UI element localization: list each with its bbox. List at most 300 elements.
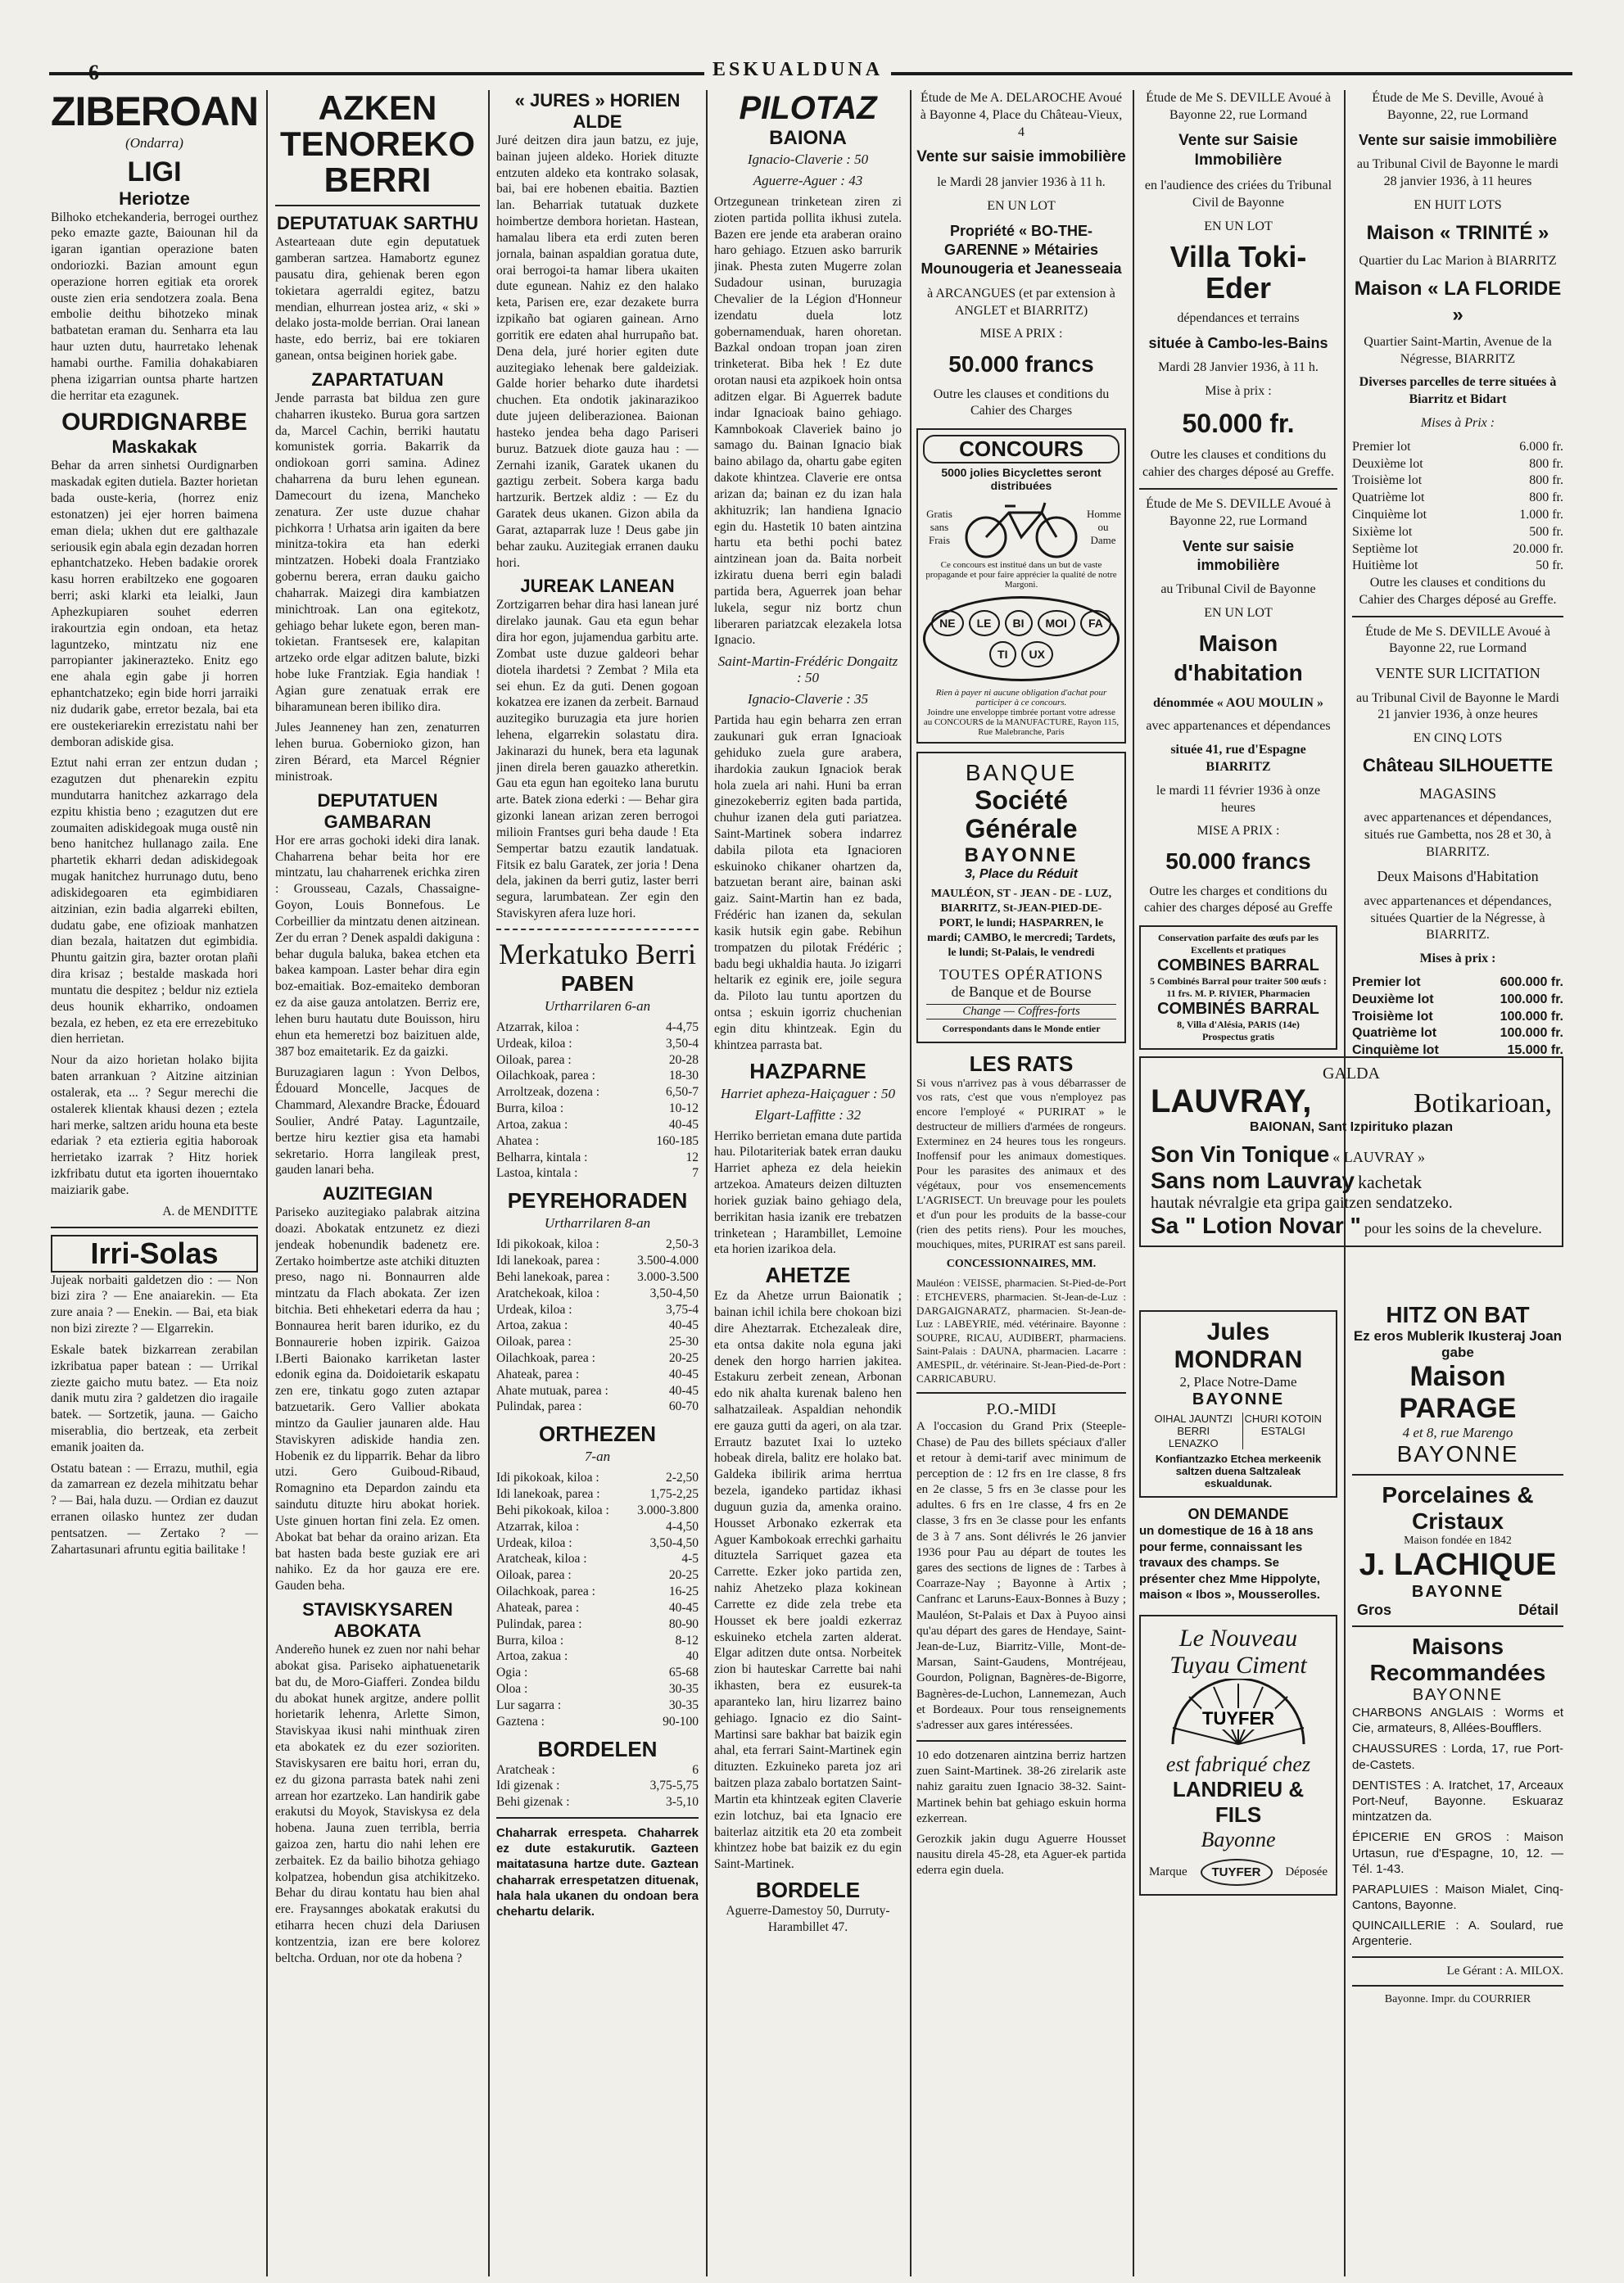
lot-label: Quatrième lot [1352, 1026, 1437, 1041]
column-jures-merkatuak [496, 90, 699, 2276]
lot-label: Premier lot [1352, 975, 1421, 990]
lot-row [1352, 456, 1563, 473]
bicycle-icon [960, 495, 1083, 560]
item-label: Idi pikokoak, kiloa : [496, 1237, 599, 1252]
lot-price: 100.000 fr. [1500, 1026, 1563, 1041]
market-title: PABEN [560, 970, 635, 996]
parage-city: BAYONNE [1396, 1441, 1519, 1467]
article-text: Pariseko auzitegiako palabrak aitzina doazi. Abokatak entzunetz ez diezi jendeak hobenundik badenetz ere. Zertako hoimbertze aste atchiki dituzten preso, nago ni. Bonnaurren alde mintzatu da Flach abokata. Zer izen bitchia. Beti ehheketari ederra da hau ; Bonnaurea herit baren iduriko, ez du Bonnaurerie hoben izpirik. Gaizoa I.Berti Baionako karriketan laster edonik egina da. Doidoietarik eskapatu zen ere, tinkatu gogo zuten aztapar batzuetarik. Gero Vallier abokata mintzo da Gaulier jaunaren alde. Hau Staviskyren adiskide handia zen. Hobenik ez du lipparrik. Behar da libro utzi. Gero Guiboud-Ribaud, Romagnino eta Depardon zaindu eta saindutu dituzte hiru abokat horiek. Uste ginuen hortan fini zela. Ez omen. Abokat bat behar da oraino arizan. Eta bat hasten bada beste guziak ere ari nahiko. Ez da hor gauza ere ere. Gauden beha. [275, 1205, 480, 1594]
item-price: 3.000-3.500 [637, 1269, 699, 1284]
article-text: A l'occasion du Grand Prix (Steeple-Chase) de Pau des billets spéciaux d'aller et retour à demi-tarif avec minimum de perception de : 12 frs en 1re classe, 8 frs en 2e classe, 5 frs en 3e classe pour les adultes. 6 frs en 1re classe, 4 frs en 2e classe, 3 frs en 3e classe pour les enfants de 3 à 7 ans. Sont délivrés le 26 janvier 1936 pour Pau au départ de toutes les gares des sections de lignes de : Tarbes à Coarraze-Nay ; Bayonne à Artix ; Canfranc et Laruns-Eaux-Bonnes à Buzy ; Mauléon, St-Palais et Dax à Puyoo ainsi qu'au départ des gares de Hendaye, Saint-Jean-de-Luz, Biarritz-Ville, Mont-de-Marsan, Saint-Gaudens, Montréjeau, Gourdon, Polignan, Bagnères-de-Bigorre, Bagnères-de-Luchon, Lannemezan, Auch et Bordeaux. Pour tous renseignements s'adresser aux gares intéressées. [916, 1420, 1126, 1732]
concours-side-left: Gratis sans Frais [926, 508, 952, 547]
table-row [496, 1286, 699, 1302]
column-pilotaz [714, 90, 902, 2276]
lot-row [1352, 439, 1563, 456]
combines-box: Conservation parfaite des œufs par les Excellents et pratiques [1157, 932, 1319, 956]
divider [275, 205, 480, 206]
item-label: Behi lanekoak, parea : [496, 1269, 610, 1284]
item-price: 30-35 [668, 1698, 699, 1712]
market-title: ORTHEZEN [539, 1422, 656, 1447]
lot-row [1352, 1025, 1563, 1042]
item-price: 3.000-3.800 [637, 1503, 699, 1517]
puzzle-letter: BI [1005, 610, 1033, 636]
table-row [496, 1253, 699, 1269]
legal-header: Étude de Me S. Deville, Avoué à Bayonne, 22, rue Lormand [1372, 91, 1544, 122]
parage-name: Maison PARAGE [1399, 1361, 1517, 1424]
article-text: Mauléon : VEISSE, pharmacien. St-Pied-de-Port : ETCHEVERS, pharmacien. St-Jean-de-Luz : DARGAIGNARATZ, pharmacien. St-Jean-de-Luz : LABEYRIE, méd. vétérinaire. Bayonne : SOUPRE, RICAU, AUDIBERT, pharmaciens. Saint-Palais : DAUNA, pharmacien. Lacarre : AMESPIL, dr. vétérinaire. St-Jean-Pied-de-Port : CARRICABURU. [916, 1277, 1126, 1385]
subsection-title: DEPUTATUAK SARTHU [276, 213, 479, 234]
table-row [496, 1633, 699, 1649]
lachique-ad [1352, 1482, 1563, 1619]
item-price: 3,50-4 [665, 1036, 699, 1051]
subsection-subtitle: Maskakak [111, 436, 197, 458]
legal-property: Propriété « BO-THE-GARENNE » Métairies Mounougeria et Jeanesseaia [921, 222, 1122, 278]
divider [496, 929, 699, 930]
item-label: Oiloak, parea : [496, 1052, 572, 1067]
divider [1352, 1985, 1563, 1987]
lot-label: Troisième lot [1352, 1009, 1433, 1024]
lot-row [1352, 490, 1563, 507]
item-price: 20-28 [668, 1052, 699, 1067]
puzzle-letter: NE [931, 610, 963, 636]
item-price: 40-45 [668, 1383, 699, 1398]
table-row [496, 1665, 699, 1681]
item-price: 3,50-4,50 [649, 1535, 699, 1550]
parage-address: 4 et 8, rue Marengo [1402, 1425, 1513, 1440]
legal-property: Villa Toki-Eder [1169, 240, 1307, 305]
legal-price-label: Mise à prix : [1205, 383, 1272, 398]
legal-location: à ARCANGUES (et par extension à ANGLET et BIARRITZ) [927, 286, 1115, 318]
item-label: Arroltzeak, dozena : [496, 1085, 600, 1100]
hitz-title: HITZ ON BAT [1386, 1302, 1530, 1327]
score: Saint-Martin-Frédéric Dongaitz : 50 [717, 653, 898, 686]
item-price: 90-100 [663, 1714, 699, 1729]
sans-nom-rest: kachetak [1357, 1172, 1423, 1192]
article-text: Jende parrasta bat bildua zen gure chaharren ikusteko. Burua gora sartzen da, Marcel Cachin, berriki hautatu komunistek gorria. Bakarrik da ondiokoan gorri samina. Adinez chaharrena da buru lehen egunean. Damecourt du izena, Mancheko zenatura. Zer uste duzue chahar pichkorra ! Urhatsa arin igaiten da bere minitza-tokira eta han ederki mintzatzen. Hobeki doala Frantziako gobernu berera, erran dauku gaicho chaharrak. Maizegi dira kambiatzen minichtroak. Lan ona egitekotz, gehiago behar lukete egon, beren man-tokietan. Frantsesek ere, kalapitan artzeko orde elgar aditzen balute, bizki hobe luke Frantziak. Egia handiak ! Agian gure zenatuak errak ere biharamunean beren ibiliko dira. [275, 391, 480, 714]
legal-lot: EN CINQ LOTS [1413, 731, 1503, 746]
divider [916, 1392, 1126, 1394]
item-label: Ahatea : [496, 1133, 540, 1148]
tuyau-depose: Déposée [1285, 1865, 1328, 1878]
legal-dependances: avec appartenances et dépendances [1146, 719, 1331, 734]
legal-price: 50.000 francs [1165, 848, 1311, 875]
lot-label: Deuxième lot [1352, 992, 1434, 1006]
lower-left-ads [1139, 1302, 1337, 1904]
puzzle-letter: LE [969, 610, 1000, 636]
concours-title: CONCOURS [923, 435, 1120, 463]
combines-brand: COMBINÉS BARRAL [1157, 1000, 1319, 1019]
item-label: Urdeak, kiloa : [496, 1036, 572, 1051]
item-price: 2-2,50 [665, 1471, 699, 1485]
legal-location: Quartier du Lac Marion à BIARRITZ [1359, 253, 1557, 268]
table-row [496, 1383, 699, 1399]
lachique-gros: Gros [1357, 1602, 1392, 1618]
divider [496, 1817, 699, 1819]
vin-tonique: Son Vin Tonique [1151, 1142, 1330, 1167]
legal-subtitle: au Tribunal Civil de Bayonne le mardi 28 janvier 1936, à 11 heures [1356, 156, 1559, 188]
bank-operations-2: de Banque et de Bourse [951, 983, 1092, 1000]
bank-correspondants: Correspondants dans le Monde entier [942, 1022, 1101, 1034]
item-label: Behi gizenak : [496, 1795, 570, 1810]
legal-date: le mardi 11 février 1936 à onze heures [1156, 783, 1321, 815]
concours-rien: Rien à payer ni aucune obligation d'achat pour participer à ce concours. [935, 688, 1107, 708]
lot-price: 100.000 fr. [1500, 992, 1563, 1006]
divider [916, 1740, 1126, 1742]
legal-price-label: Mises à prix : [1419, 952, 1496, 966]
lachique-name: J. LACHIQUE [1359, 1548, 1557, 1582]
concours-text: Ce concours est institué dans un but de vaste propagande et pour faire apprécier la qualité de notre Margoni. [925, 560, 1117, 590]
lot-label: Quatrième lot [1352, 491, 1425, 505]
table-row [496, 1165, 699, 1182]
societe-generale-ad [916, 752, 1126, 1042]
market-table-paben [496, 1019, 699, 1182]
legal-location: avec appartenances et dépendances, situés rue Gambetta, nos 28 et 30, à BIARRITZ. [1364, 811, 1552, 859]
lot-list [1352, 974, 1563, 1056]
lot-price: 800 fr. [1529, 473, 1563, 488]
bank-agencies: MAULÉON, ST - JEAN - DE - LUZ, BIARRITZ, St-JEAN-PIED-DE-PORT, le lundi; HASPARREN, le mardi; CAMBO, le mercredi; Tardets, le lundi; St-Palais, le vendredi [927, 887, 1115, 960]
porcelaines-sub: Maison fondée en 1842 [1404, 1535, 1512, 1547]
subsection-title: HAZPARNE [749, 1058, 866, 1083]
item-price: 80-90 [668, 1616, 699, 1631]
lot-row [1352, 541, 1563, 558]
puzzle-letter: TI [989, 641, 1016, 667]
mondran-right: CHURI KOTOIN ESTALGI [1242, 1413, 1323, 1449]
legal-title: Vente sur saisie immobilière [1182, 537, 1295, 573]
demande-title: ON DEMANDE [1187, 1506, 1289, 1522]
recommandees-title: Maisons Recommandées [1369, 1634, 1546, 1685]
concours-count: 5000 jolies Bicyclettes seront distribuées [941, 466, 1102, 493]
item-price: 6 [692, 1762, 699, 1777]
lot-price: 15.000 fr. [1507, 1043, 1563, 1056]
bank-title: BANQUE [965, 760, 1078, 786]
combines-address: 8, Villa d'Alésia, PARIS (14e) [1177, 1019, 1300, 1031]
item-label: Artoa, zakua : [496, 1318, 568, 1333]
legal-property: Château SILHOUETTE [1362, 755, 1554, 776]
item-label: Ahate mutuak, parea : [496, 1383, 608, 1398]
score: Ignacio-Claverie : 50 [747, 151, 869, 167]
legal-dependances: dépendances et terrains [1177, 310, 1300, 325]
legal-price: 50.000 francs [948, 351, 1094, 377]
item-label: Urdeak, kiloa : [496, 1535, 572, 1550]
divider [1352, 1956, 1563, 1958]
parage-ad [1352, 1302, 1563, 1467]
table-row [496, 1519, 699, 1535]
table-row [496, 1600, 699, 1616]
puzzle-letter: UX [1021, 641, 1053, 667]
table-row [496, 1503, 699, 1519]
lot-row [1352, 1009, 1563, 1026]
lot-label: Troisième lot [1352, 473, 1423, 488]
lot-price: 50 fr. [1536, 558, 1563, 573]
demande-ad [1139, 1506, 1337, 1603]
concours-puzzle [923, 596, 1120, 681]
subsection-title: P.O.-MIDI [986, 1400, 1056, 1419]
table-row [496, 1567, 699, 1584]
legal-conditions: Outre les clauses et conditions du Cahier des Charges [933, 387, 1110, 418]
table-row [496, 1302, 699, 1318]
lauvray-name: LAUVRAY, [1151, 1083, 1312, 1119]
legal-conditions: Outre les clauses et conditions du cahier des charges déposé au Greffe. [1142, 448, 1334, 480]
article-text: Si vous n'arrivez pas à vous débarrasser de vos rats, c'est que vous n'employez pas encore l'employé « PURIRAT » le destructeur de milliers d'armées de rongeurs. Exterminez en 24 heures tous les rongeurs. Inoffensif pour les animaux domestiques. Pour les parasites des animaux et des végétaux, pour vos ensemencements L'AGRISECT. Un breuvage pour les poulets et d'un pour les produits de la basse-cour (rien des petits riens). Pour les mouches, mouchiques, mites, PURIRAT est sans pareil. [916, 1077, 1126, 1251]
article-text: Ez da Ahetze urrun Baionatik ; bainan ichil ichila bere chokoan bizi dire Aheztarrak. Etchezaleak dire, eta ontsa dakite nola eguna jaki denek den horgo harrien jakitea. Estakuru zerbeit zenean, Arbonan edo nik ahalta kurenak baleno hen salhatzaileak. Aspaldian nehondik ere gauza gutti da ageri, on ala tzar. Errautz bazutet Ixai lo uzteko hobeak direla, balitz ere holako bat. Galdeka ibilirik arima herrtua bezela, igandeko partidaz ikhasi duguun guzia da, amenka oraino. Housset Arbonako ezkerrak eta Aguer Kambokoak errechki garhaitu dituztela Sarriquet gazea eta Carrette. Ezker joko partida zen, nahiz Ahetzeko plaza kokinean Carrette ez dide zela trebe eta Housset ek bere joaldi ezkerraz eskuineko etchela zarten alderat. Elgar aditzen dute ontsa. Norbeitek zion bi hauteskar Carrette bai nahi ikhasten, bera ez eusurek-ta aparanteko lan, hiru lizarrez baino gehiago. Ignacio ez dio Saint-Martinsi sare bakhar bat baizik egin ahal, eta ferrari Saint-Martinek egin dituzten. Ezkuineko pareta joz ari baitzen plaza zabalo bortatzen Saint-Martin eta khintzeak egiten Claverie ezin lotchuz, bai eta Ignacio ere baiterlaz aitzitik eta 20 eta zombeit khintzez hobe bat baizik ez du egin Saint-Martinek. [714, 1289, 902, 1872]
lot-price: 800 fr. [1529, 456, 1563, 471]
article-text: Nour da aizo horietan holako bijita baten arrankuan ? Aitzine aitzinian ostalerak, eta ... ? Segur merechi die ostalerek klientak khausi dezen ; eztela hari merke, saltzen aridu houna eta beste edariak ? eta eztieria egitia haboroak herrietako izarrak ? Hitz horiek izkfribatu dutut eta igorten ihouerntako maiziarik gabe. [51, 1053, 258, 1197]
article-text: Ortzegunean trinketean ziren zi zioten partida pollita ikhusi zutela. Bazen ere jende eta araberan oraino haro gehiago. Etzuen asko barrurik jinak. Phesta zuten Mugerre zolan Sudadour usinan, buruzagia Chevalier de la Légion d'Honneur izendatu duela lotz gobernamenduak, haren ohoretan. Bazkal ondoan tropan joan ziren trinketerat. Biba hek ! Ez dute orotan nausi eta azpikoek hoin ontsa aditzen elgar. Bi Aguerrek badute indar Ignacioak baino gehiago. Kamnbokoak Claveriek baino jo samago du. Bainan Ignacio biak baino abilago da, ohartu gabe egiten dakote khintzea. Claverie ere ontsa arizan da; bainan ez du izan hala akhituzrik; lan handiena Ignacio egin du. Hastetik 10 baten aintzina hartu eta bethi pochi batez aintzinean joan da. Baita norbeit izkiratu duena berri egin baladi partida bera, Aguerrek joan behar lukela, segur niz bortz chun liberaren pariatzcak elezakela lotsa Ignacio. [714, 195, 902, 648]
item-price: 40-45 [668, 1117, 699, 1132]
item-label: Oloa : [496, 1682, 528, 1697]
lot-price: 1.000 fr. [1519, 507, 1563, 522]
tuyau-fab: est fabriqué chez [1165, 1752, 1311, 1776]
article-text: Buruzagiaren lagun : Yvon Delbos, Édouard Moncelle, Jacques de Chammard, Alexandre Bracke, Édouard Soulier, André Patay. Laguntzaile, bertze hiru keztier gisa eta hamabi sekretario. Horra langileak prest, gauden lanari beha. [275, 1065, 480, 1178]
subsection-title: « JURES » HORIEN ALDE [514, 90, 681, 132]
table-row [496, 1486, 699, 1503]
legal-header: Étude de Me S. DEVILLE Avoué à Bayonne 22, rue Lormand [1146, 91, 1331, 122]
combines-title: COMBINES BARRAL [1157, 956, 1319, 975]
lot-label: Premier lot [1352, 439, 1411, 454]
item-price: 25-30 [668, 1335, 699, 1349]
legal-conditions: Outre les charges et conditions du cahier des charges déposé au Greffe [1144, 884, 1332, 915]
concours-side-right: Homme ou Dame [1087, 508, 1121, 547]
tuyau-maker: LANDRIEU & FILS [1172, 1776, 1305, 1827]
table-row [496, 1535, 699, 1552]
market-title: PEYREHORADEN [507, 1188, 688, 1214]
article-text: Partida hau egin beharra zen erran zaukunari guk erran Ignacioak gehiduko zuela gure arabera, ihardokia zaukun Ignaciok berak hola zuela ari nahi. Huni ba erran ginezokeberriz egiten bada partida, chuhur izanen dela guti pariatzea. Saint-Martinek sobera indarrez dabila pilota eta Ignacioren eskuinoko chikaner ohartzen da, batzuetan berant aire, bainan aski gaiz. Saint-Martin han ez bada, Frédéric han izanen da, sekulan kasik hutsik egin gabe. Rebihun trompatzen du pilotak Frédéric ; badu begi ukhaldia hauta. Jo izigarri heltarik ez eginik ere, joile segura da. Piloto lau tuntu aportzen du ontsa ; eskuin igorriz chuchenian egin ditu khintzeak. Egin du khintzea parrasta bat. [714, 713, 902, 1052]
item-price: 40 [685, 1649, 699, 1664]
article-text: Astearteaan dute egin deputatuek gamberan sartzea. Hamabortz egunez pausatu dira, gehienak beren egon tokietara agerraldi egitez, batzu mendian, elhurrean jostea ariz, « ski » delako josta-molde berrian. Orai lanean haste, edo berriz, bai ere tokiaren ganean, ontsa beiginen horiek gabe. [275, 235, 480, 364]
lot-label: Huitième lot [1352, 558, 1418, 573]
table-row [496, 1334, 699, 1350]
legal-price-label: MISE A PRIX : [1197, 824, 1280, 839]
table-row [496, 1681, 699, 1698]
lot-label: Cinquième lot [1352, 1043, 1439, 1056]
sun-logo-icon [1156, 1679, 1320, 1752]
table-row [496, 1318, 699, 1334]
item-label: Oiloak, parea : [496, 1335, 572, 1349]
sans-nom: Sans nom Lauvray [1151, 1168, 1355, 1193]
item-price: 40-45 [668, 1600, 699, 1615]
lot-row [1352, 507, 1563, 524]
item-price: 40-45 [668, 1367, 699, 1381]
bank-operations: TOUTES OPÉRATIONS [939, 965, 1104, 983]
table-row [496, 1133, 699, 1150]
column-rule [706, 90, 708, 2276]
legal-header: Étude de Me A. DELAROCHE Avoué à Bayonne 4, Place du Château-Vieux, 4 [920, 91, 1123, 139]
table-row [496, 1052, 699, 1069]
item-label: Artoa, zakua : [496, 1649, 568, 1664]
article-text: Bilhoko etchekanderia, berrogei ourthez peko emazte gazte, Baiounan hil da igaran igantian operazione baten ondoriozki. Bazian amount egun operazione horren egitiak eta ororek ouste zien eria sendotzera zoala. Bena embolie deithu bihotzeko minak batbatetan eraman du. Senharra eta lau haur uzten dutu, haurretako lehenak hamabi ourthe. Familia dohakabiaren phena izigarrian ountsa pharte hartzen die herritar eta ezagunek. [51, 210, 258, 403]
item-label: Idi lanekoak, parea : [496, 1254, 600, 1268]
article-text: Gerozkik jakin dugu Aguerre Housset nausitu direla 45-28, eta Aguer-ek partida ederra egin duela. [916, 1833, 1126, 1878]
item-label: Pulindak, parea : [496, 1616, 582, 1631]
item-price: 30-35 [668, 1682, 699, 1697]
lauvray-ad [1139, 1056, 1563, 1247]
table-row [496, 1350, 699, 1367]
galda: GALDA [1323, 1065, 1380, 1083]
bank-change: Change — Coffres-forts [926, 1004, 1116, 1019]
joke-text: Ostatu batean : — Errazu, muthil, egia da zamarrean ez dezela mihitzatu behar ? — Bai, hala duzu. — Ordian ez dauzut erranen oilasko huntez zer dudan pentsatzen. — Zertako ? — Zahartasunari afruntu egitia bailitake ! [51, 1461, 258, 1557]
tuyau-city: Bayonne [1201, 1827, 1276, 1851]
legal-property: Maison « LA FLORIDE » [1354, 278, 1562, 326]
item-price: 4-5 [681, 1552, 699, 1566]
item-label: Oilachkoak, parea : [496, 1351, 595, 1365]
lot-label: Sixième lot [1352, 524, 1413, 539]
table-row [496, 1648, 699, 1665]
divider [1352, 616, 1563, 617]
combines-barral-ad [1139, 925, 1337, 1050]
item-price: 10-12 [668, 1101, 699, 1116]
subsection-title: BAIONA [769, 127, 847, 149]
subsection-title: ZAPARTATUAN [311, 368, 444, 390]
tuyau-title: Le Nouveau Tuyau Ciment [1169, 1624, 1307, 1679]
tuyau-brand-label: TUYFER [1202, 1707, 1274, 1729]
legal-location: située à Cambo-les-Bains [1148, 334, 1328, 351]
market-date: Urtharrilaren 8-an [544, 1215, 651, 1232]
table-row [496, 1101, 699, 1117]
list-item: PARAPLUIES : Maison Mialet, Cinq-Cantons, Bayonne. [1352, 1882, 1563, 1913]
score: Ignacio-Claverie : 35 [747, 691, 869, 708]
item-label: Ahateak, parea : [496, 1367, 580, 1381]
item-label: Atzarrak, kiloa : [496, 1019, 580, 1034]
table-row [496, 1367, 699, 1383]
lot-price: 500 fr. [1529, 524, 1563, 539]
item-price: 3-5,10 [665, 1795, 699, 1810]
item-label: Idi pikokoak, kiloa : [496, 1471, 599, 1485]
recommandees-ad [1352, 1634, 1563, 2006]
subsection-title: OURDIGNARBE [61, 409, 247, 436]
legal-date: Mardi 28 Janvier 1936, à 11 h. [1158, 360, 1319, 375]
item-label: Oilachkoak, parea : [496, 1585, 595, 1599]
divider [1139, 488, 1337, 490]
table-row [496, 1698, 699, 1714]
legal-lot: EN UN LOT [987, 198, 1056, 213]
subsection-title: LES RATS [969, 1051, 1074, 1076]
article-text: Herriko berrietan emana dute partida hau. Pilotariteriak batek erran dauku Harriet apheza ez dela heiekin artzekoa. Amateurs deizen diltuzten horiek guziak baino gehiago dela, berrikitan hasia izanik ere trebatzen trinketean ; Harambillet, Lemoine eta horien izarikoa dela. [714, 1128, 902, 1257]
table-row [496, 1714, 699, 1730]
table-row [496, 1068, 699, 1084]
market-date: Urtharrilaren 6-an [544, 997, 651, 1014]
subsection-subtitle: Heriotze [119, 188, 190, 209]
mondran-address: 2, Place Notre-Dame [1179, 1374, 1297, 1390]
legal-location: située 41, rue d'Espagne BIARRITZ [1170, 743, 1306, 775]
footer-note: Chaharrak errespeta. Chaharrek ez dute estakurutik. Gazteen maitatasuna hartze dute. Gaztean chaharrak errespetatzen dituenak, hala hala ukanen du ondoan bera chehartu delarik. [496, 1826, 699, 1919]
item-price: 60-70 [668, 1399, 699, 1414]
legal-header: Étude de Me S. DEVILLE Avoué à Bayonne 22, rue Lormand [1365, 624, 1550, 656]
item-price: 3.500-4.000 [637, 1254, 699, 1268]
recommandees-list [1352, 1705, 1563, 1950]
market-table-bordeaux [496, 1762, 699, 1811]
table-row [496, 1150, 699, 1166]
item-label: Atzarrak, kiloa : [496, 1519, 580, 1534]
lotion-rest: pour les soins de la chevelure. [1364, 1220, 1542, 1236]
legal-date: le Mardi 28 janvier 1936 à 11 h. [937, 175, 1106, 190]
list-item: QUINCAILLERIE : A. Soulard, rue Argenterie. [1352, 1919, 1563, 1949]
column-rule [1133, 90, 1134, 2276]
subsection-title: AUZITEGIAN [322, 1183, 433, 1205]
market-date: 7-an [584, 1449, 611, 1465]
bank-address: 3, Place du Réduit [965, 866, 1078, 881]
signature: A. de MENDITTE [162, 1204, 258, 1218]
legal-location: avec appartenances et dépendances, situées Quartier de la Négresse, à BIARRITZ. [1364, 893, 1552, 943]
score: Aguerre-Aguer : 43 [753, 173, 863, 188]
lot-row [1352, 974, 1563, 992]
table-row [496, 1036, 699, 1052]
item-label: Urdeak, kiloa : [496, 1302, 572, 1317]
item-label: Ogia : [496, 1666, 528, 1680]
demande-text: un domestique de 16 à 18 ans pour ferme, connaissant les travaux des champs. Se présenter chez Mme Hippolyte, maison « Ibos », Mousserolles. [1139, 1524, 1320, 1602]
mondran-ad [1139, 1310, 1337, 1498]
mondran-city: BAYONNE [1192, 1390, 1285, 1408]
legal-lot: EN UN LOT [1204, 606, 1273, 621]
lachique-city: BAYONNE [1411, 1583, 1504, 1601]
lot-price: 100.000 fr. [1500, 1009, 1563, 1024]
table-row [496, 1084, 699, 1101]
item-price: 3,50-4,50 [649, 1286, 699, 1300]
article-text: Andereño hunek ez zuen nor nahi behar abokat gisa. Pariseko aiphatuenetarik bat du, de Moro-Giafferi. Zondea bildu du abokat hunek argitze, andere pollit horietarik lehenra, Arlette Simon, Staviskyaa ikusi nahi minthuak ziren eta abokatek ez du ezer sozioriten. Staviskysaren ere baitu hori, erran du, ez du gizona parrasta batek nahi zeni arrean hor ezartzeko. Lan handirik gabe erakutsi du Moyok, Staviskysa ez dela hobena. Jauna zuen terribla, berria gaizoa zen, hartu dio nahi lehen ere zerbaitek. Ez da bailio bihotza gehiago kolpatzea, hobendun gisa atchikitzeko. Behar du dirau kontatu hau bien ahal ere. Fraysannges abokatak erakutsi du etiharra hecen chuzi dela Dariusen kontzentzia, izan ere bere kolorez beltcha. Orduan, nor ote da hobena ? [275, 1643, 480, 1965]
mondran-name: Jules MONDRAN [1174, 1318, 1303, 1373]
legal-conditions: Outre les clauses et conditions du Cahier des Charges déposé au Greffe. [1359, 576, 1557, 607]
lot-row [1352, 992, 1563, 1009]
item-label: Idi gizenak : [496, 1779, 560, 1793]
lot-row [1352, 472, 1563, 490]
score: Harriet apheza-Haiçaguer : 50 [721, 1085, 895, 1101]
legal-property: Deux Maisons d'Habitation [1377, 868, 1539, 885]
score: Elgart-Laffitte : 32 [754, 1106, 862, 1123]
column-rule [266, 90, 268, 2276]
article-text: 10 edo dotzenaren aintzina berriz hartzen zuen Saint-Martinek. 38-26 zirelarik aste nahiz garaitu zuen Ignacio 38-32. Saint-Martinek behin bat gehiago eskuin horma ezkerrean. [916, 1749, 1126, 1825]
legal-subtitle: en l'audience des criées du Tribunal Civil de Bayonne [1144, 178, 1332, 210]
list-item: DENTISTES : A. Iratchet, 17, Arceaux Port-Neuf, Bayonne. Eskuaraz mintzatzen da. [1352, 1778, 1563, 1824]
lauvray-address: BAIONAN, Sant Izpirituko plazan [1249, 1120, 1453, 1134]
column-azken-tenoreko-berri [275, 90, 480, 2276]
lot-label: Cinquième lot [1352, 507, 1427, 522]
item-label: Artoa, zakua : [496, 1117, 568, 1132]
legal-price-label: Mises à Prix : [1420, 415, 1495, 430]
item-price: 18-30 [668, 1069, 699, 1083]
table-row [496, 1117, 699, 1133]
item-price: 20-25 [668, 1351, 699, 1365]
item-label: Behi pikokoak, kiloa : [496, 1503, 609, 1517]
botikarioan: Botikarioan, [1413, 1088, 1552, 1119]
table-row [496, 1236, 699, 1253]
legal-property: Diverses parcelles de terre situées à Biarritz et Bidart [1359, 375, 1557, 407]
subsection-title: STAVISKYSAREN ABOKATA [302, 1599, 453, 1642]
tuyau-stamp: TUYFER [1201, 1859, 1273, 1886]
item-price: 8-12 [675, 1633, 699, 1648]
item-price: 4-4,75 [665, 1019, 699, 1034]
hitz-subtitle: Ez eros Mublerik Ikusteraj Joan gabe [1353, 1328, 1563, 1360]
item-label: Lur sagarra : [496, 1698, 562, 1712]
item-label: Oilachkoak, parea : [496, 1069, 595, 1083]
table-row [496, 1470, 699, 1486]
article-text: Zortzigarren behar dira hasi lanean juré direlako jaunak. Gau eta egun behar dira hor egon, jujamendua garbitu arte. Zombat uste duzue galdeori behar diotela ihardetsi ? Zembat ? Mila eta sei ehun. Ez da guti. Denen gogoan kokatzea ere izanen da zerbeit. Barnaud auzitegiko buruzagia eta jure horien lehena, elgarrekin solastatu dira. Jakinarazi du hunek, bera eta lagunak jinen direla beren gauazko atheretkin. Gau eta egun han egoiteko lana burutu arte. Batek ziona ederki : — Behar gira gizonki lanean arizan zeren berrogoi milioin Frantses guri beha daude ! Eta Sempertar batzu ezautik landatuak. Fitsik ez balu Garatek, zer joria ! Dena dela, jakinen da berri gutiz, laster berri segura, larumbatean. Zer egin den Staviskyren afera luze hori. [496, 598, 699, 921]
table-row [496, 1399, 699, 1415]
legal-price: 50.000 fr. [1182, 408, 1295, 438]
item-label: Pulindak, parea : [496, 1399, 582, 1414]
section-title: AZKEN TENOREKO BERRI [279, 90, 475, 200]
item-price: 16-25 [668, 1585, 699, 1599]
legal-subtitle: au Tribunal Civil de Bayonne [1160, 582, 1316, 597]
table-row [496, 1616, 699, 1633]
legal-name: dénommée « AOU MOULIN » [1153, 695, 1323, 710]
section-title: PILOTAZ [739, 90, 877, 126]
imprimerie: Bayonne. Impr. du COURRIER [1384, 1992, 1531, 2005]
divider [51, 1227, 258, 1228]
lower-right-ads [1352, 1302, 1563, 2006]
item-label: Idi lanekoak, parea : [496, 1487, 600, 1502]
item-label: Oiloak, parea : [496, 1568, 572, 1583]
lot-price: 6.000 fr. [1519, 439, 1563, 454]
item-price: 2,50-3 [665, 1237, 699, 1252]
